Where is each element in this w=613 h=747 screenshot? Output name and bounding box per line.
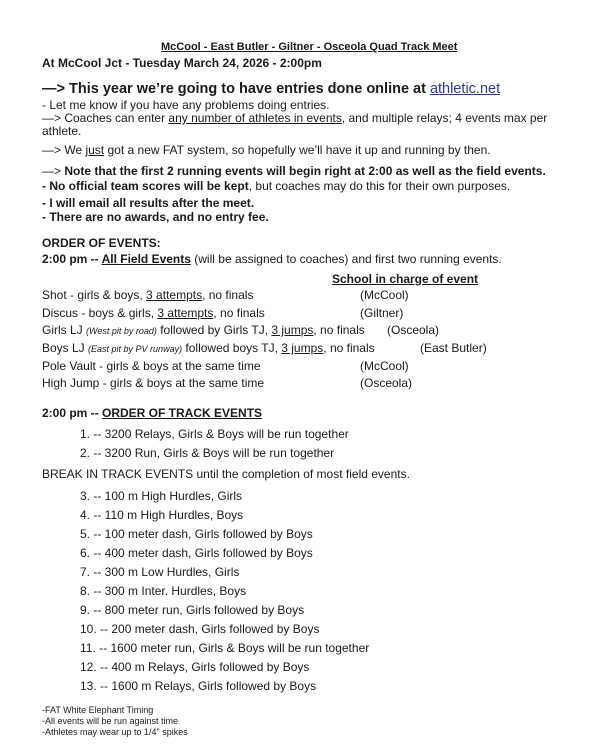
- school-girls-lj: (Osceola): [387, 323, 440, 337]
- fat-underlined: just: [85, 143, 105, 157]
- coaches-prefix: —> Coaches can enter: [42, 111, 169, 125]
- track-event-7: 7. -- 300 m Low Hurdles, Girls: [80, 565, 240, 579]
- awards-line: - There are no awards, and no entry fee.: [42, 210, 269, 224]
- email-results-line: - I will email all results after the meet.: [42, 196, 255, 210]
- team-scores-rest: , but coaches may do this for their own purposes.: [248, 179, 511, 193]
- track-event-12: 12. -- 400 m Relays, Girls followed by Boys: [80, 660, 310, 674]
- track-events-heading-line: [42, 406, 262, 420]
- track-event-2: 2. -- 3200 Run, Girls & Boys will be run together: [80, 446, 335, 460]
- field-event-finals: , no finals: [313, 323, 365, 337]
- team-scores-line: [42, 179, 510, 193]
- track-event-9: 9. -- 800 meter run, Girls followed by Boys: [80, 603, 305, 617]
- coaches-line-2: athlete.: [42, 124, 82, 138]
- field-event-attempts: 3 attempts: [146, 288, 203, 302]
- field-event-jumps: 3 jumps: [281, 341, 324, 355]
- track-event-3: 3. -- 100 m High Hurdles, Girls: [80, 489, 243, 503]
- school-pole-vault: (McCool): [360, 359, 409, 373]
- fat-system-line: [42, 143, 491, 157]
- field-event-shot: [42, 288, 253, 302]
- field-event-attempts: 3 attempts: [157, 306, 214, 320]
- school-in-charge-header: School in charge of event: [332, 272, 479, 286]
- field-events-label: All Field Events: [101, 252, 191, 266]
- track-event-5: 5. -- 100 meter dash, Girls followed by Boys: [80, 527, 313, 541]
- field-event-high-jump: High Jump - girls & boys at the same time: [42, 376, 265, 390]
- school-shot: (McCool): [360, 288, 409, 302]
- footnote-fat: -FAT White Elephant Timing: [42, 705, 154, 715]
- track-event-4: 4. -- 110 m High Hurdles, Boys: [80, 508, 244, 522]
- note-prefix: —>: [42, 164, 65, 178]
- first-events-note: [42, 164, 546, 178]
- field-time: 2:00 pm --: [42, 252, 102, 266]
- problems-line: - Let me know if you have any problems doing entries.: [42, 98, 330, 112]
- fat-suffix: got a new FAT system, so hopefully we’ll have it up and running by then.: [104, 143, 491, 157]
- field-event-name: Shot - girls & boys,: [42, 288, 147, 302]
- footnote-time: -All events will be run against time: [42, 716, 179, 726]
- note-bold: Note that the first 2 running events will begin right at 2:00 as well as the field events.: [64, 164, 546, 178]
- track-events-heading: ORDER OF TRACK EVENTS: [102, 406, 263, 420]
- field-events-note: (will be assigned to coaches) and first two running events.: [190, 252, 502, 266]
- school-high-jump: (Osceola): [360, 376, 413, 390]
- track-time: 2:00 pm --: [42, 406, 103, 420]
- team-scores-bold: - No official team scores will be kept: [42, 179, 249, 193]
- field-event-followup: followed boys TJ,: [182, 341, 282, 355]
- school-discus: (Giltner): [360, 306, 404, 320]
- track-event-6: 6. -- 400 meter dash, Girls followed by Boys: [80, 546, 313, 560]
- pit-location: (East pit by PV runway): [88, 344, 183, 354]
- coaches-suffix: , and multiple relays; 4 events max per: [341, 111, 548, 125]
- field-event-name: Boys LJ: [42, 341, 89, 355]
- footnote-spikes: -Athletes may wear up to 1/4" spikes: [42, 727, 188, 737]
- track-event-11: 11. -- 1600 meter run, Girls & Boys will be run together: [80, 641, 370, 655]
- meet-location-date: At McCool Jct - Tuesday March 24, 2026 - 2:00pm: [42, 56, 322, 70]
- track-event-13: 13. -- 1600 m Relays, Girls followed by Boys: [80, 679, 317, 693]
- field-event-name: Discus - boys & girls,: [42, 306, 158, 320]
- pit-location: (West pit by road): [86, 326, 157, 336]
- order-of-events-heading: ORDER OF EVENTS:: [42, 236, 161, 250]
- online-entries-text: —> This year we’re going to have entries done online at: [42, 81, 430, 97]
- field-events-line: [42, 252, 502, 266]
- field-event-discus: [42, 306, 265, 320]
- track-event-1: 1. -- 3200 Relays, Girls & Boys will be run together: [80, 427, 349, 441]
- break-line: BREAK IN TRACK EVENTS until the completion of most field events.: [42, 467, 410, 481]
- meet-title: McCool - East Butler - Giltner - Osceola Quad Track Meet: [161, 41, 458, 53]
- field-event-finals: , no finals: [213, 306, 265, 320]
- school-boys-lj: (East Butler): [420, 341, 487, 355]
- field-event-name: Girls LJ: [42, 323, 87, 337]
- track-event-8: 8. -- 300 m Inter. Hurdles, Boys: [80, 584, 247, 598]
- field-event-jumps: 3 jumps: [271, 323, 314, 337]
- field-event-boys-lj: [42, 341, 375, 356]
- coaches-line: [42, 111, 547, 125]
- field-event-finals: , no finals: [202, 288, 254, 302]
- online-entries-line: [42, 81, 500, 98]
- field-event-followup: followed by Girls TJ,: [156, 323, 272, 337]
- field-event-pole-vault: Pole Vault - girls & boys at the same time: [42, 359, 261, 373]
- fat-prefix: —> We: [42, 143, 86, 157]
- field-event-girls-lj: [42, 323, 365, 338]
- track-event-10: 10. -- 200 meter dash, Girls followed by Boys: [80, 622, 320, 636]
- coaches-underlined: any number of athletes in events: [168, 111, 342, 125]
- field-event-finals: , no finals: [323, 341, 375, 355]
- athletic-net-link[interactable]: athletic.net: [429, 81, 501, 97]
